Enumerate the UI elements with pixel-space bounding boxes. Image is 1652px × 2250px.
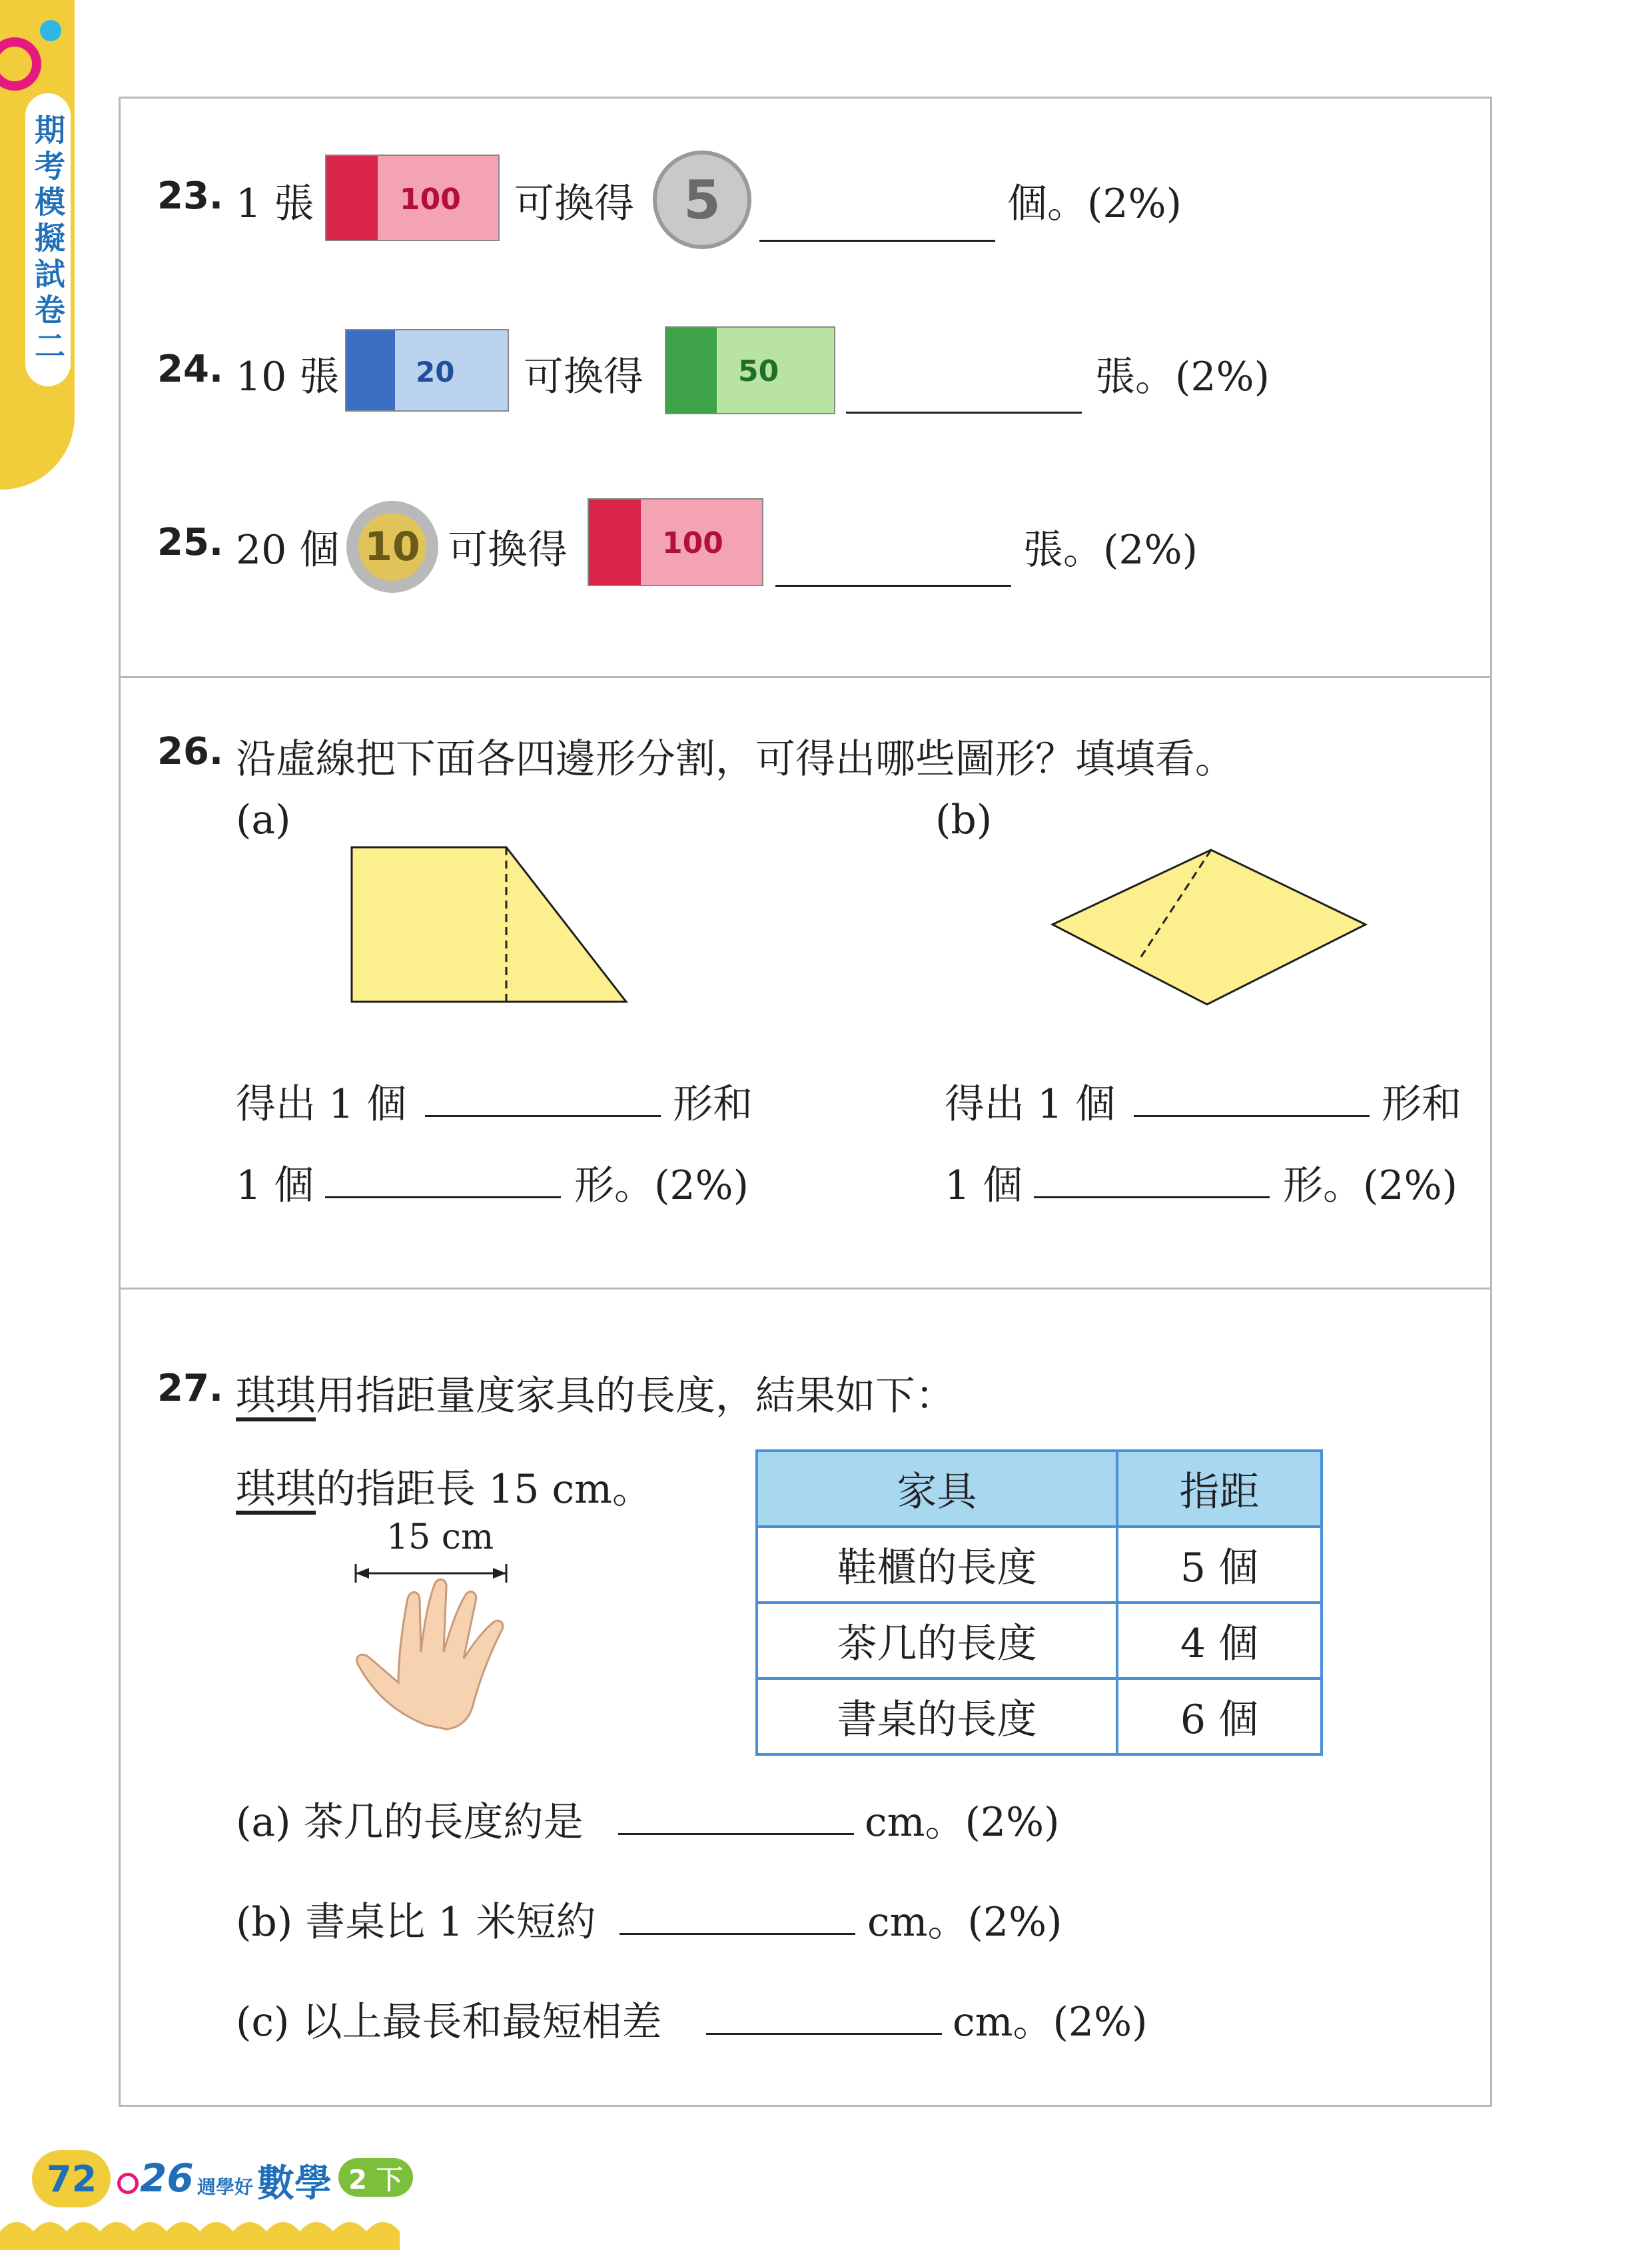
section-divider (119, 676, 1492, 678)
sub-question: cm。(2%) (865, 1799, 1060, 1846)
answer-blank[interactable] (1034, 1196, 1270, 1198)
answer-text: 形和 (1382, 1081, 1461, 1128)
answer-text: 形和 (673, 1081, 753, 1128)
answer-blank[interactable] (1134, 1115, 1370, 1117)
question-text: 20 個 (236, 527, 340, 573)
sub-question: (a) 茶几的長度約是 (236, 1799, 584, 1846)
sub-question: cm。(2%) (867, 1899, 1062, 1946)
sub-question: (c) 以上最長和最短相差 (236, 1999, 662, 2046)
sub-question: (b) 書桌比 1 米短約 (236, 1899, 596, 1946)
question-text: 可換得 (524, 354, 643, 400)
question-text: 可換得 (448, 527, 568, 573)
question-text: 張。(2%) (1095, 354, 1270, 400)
ring-decoration-icon (117, 2173, 139, 2194)
banknote-100-icon: 100 (588, 498, 763, 586)
question-number: 25. (157, 521, 224, 564)
answer-blank[interactable] (775, 585, 1011, 587)
question-text: 張。(2%) (1023, 527, 1198, 573)
part-label: (a) (236, 797, 291, 843)
dot-decoration-icon (40, 20, 61, 41)
answer-blank[interactable] (618, 1833, 854, 1835)
table-cell: 5 個 (1117, 1527, 1322, 1603)
answer-text: 1 個 (236, 1162, 314, 1209)
question-text: 個。(2%) (1007, 181, 1182, 227)
hand-span-icon (346, 1559, 520, 1738)
question-number: 23. (157, 175, 224, 218)
trapezoid-shape (346, 839, 633, 1006)
side-tab-label: 期考模擬試卷二 (25, 93, 71, 386)
furniture-table (755, 1449, 1323, 1756)
section-divider (119, 1288, 1492, 1290)
grade-badge: 2 下 (338, 2158, 413, 2197)
question-number: 24. (157, 348, 224, 391)
coin-5-icon: 5 (653, 151, 751, 249)
name-underlined: 琪琪 (236, 1373, 316, 1419)
table-row (757, 1603, 1322, 1679)
answer-blank[interactable] (325, 1196, 561, 1198)
table-header: 家具 (757, 1451, 1117, 1527)
table-row (757, 1527, 1322, 1603)
answer-blank[interactable] (425, 1115, 661, 1117)
rhombus-shape (1047, 845, 1374, 1011)
hand-span-label: 15 cm (386, 1517, 494, 1557)
answer-text: 得出 1 個 (945, 1081, 1116, 1128)
brand-number: 26 (140, 2155, 194, 2201)
sub-question: cm。(2%) (953, 1999, 1148, 2046)
question-text: 琪琪用指距量度家具的長度，結果如下： (236, 1373, 955, 1419)
answer-text: 1 個 (945, 1162, 1023, 1209)
answer-blank[interactable] (706, 2033, 942, 2035)
name-underlined: 琪琪 (236, 1466, 316, 1513)
answer-blank[interactable] (846, 412, 1082, 414)
table-cell: 4 個 (1117, 1603, 1322, 1679)
brand-small-text: 週學好 (197, 2176, 254, 2198)
answer-blank[interactable] (620, 1933, 855, 1935)
page-number: 72 (47, 2158, 97, 2200)
table-row (757, 1679, 1322, 1754)
footer-wave-decoration (0, 2213, 400, 2250)
banknote-50-icon: 50 (665, 326, 835, 414)
banknote-100-icon: 100 (325, 155, 500, 241)
table-cell: 書桌的長度 (757, 1679, 1117, 1754)
table-cell: 6 個 (1117, 1679, 1322, 1754)
table-cell: 鞋櫃的長度 (757, 1527, 1117, 1603)
question-text: 琪琪的指距長 15 cm。 (236, 1466, 652, 1513)
answer-text: 形。(2%) (1283, 1162, 1458, 1209)
question-number: 27. (157, 1367, 224, 1410)
answer-blank[interactable] (759, 240, 995, 242)
question-text: 沿虛線把下面各四邊形分割，可得出哪些圖形？填填看。 (236, 736, 1235, 783)
table-header-row (757, 1451, 1322, 1527)
question-text: 1 張 (236, 181, 314, 227)
table-cell: 茶几的長度 (757, 1603, 1117, 1679)
question-number: 26. (157, 730, 224, 773)
coin-10-icon: 10 (346, 501, 438, 593)
question-text: 可換得 (514, 181, 634, 227)
table-header: 指距 (1117, 1451, 1322, 1527)
banknote-20-icon: 20 (345, 329, 509, 412)
answer-text: 得出 1 個 (236, 1081, 407, 1128)
question-text: 10 張 (236, 354, 340, 400)
part-label: (b) (935, 797, 993, 843)
answer-text: 形。(2%) (574, 1162, 749, 1209)
brand-title: 數學 (257, 2162, 332, 2205)
